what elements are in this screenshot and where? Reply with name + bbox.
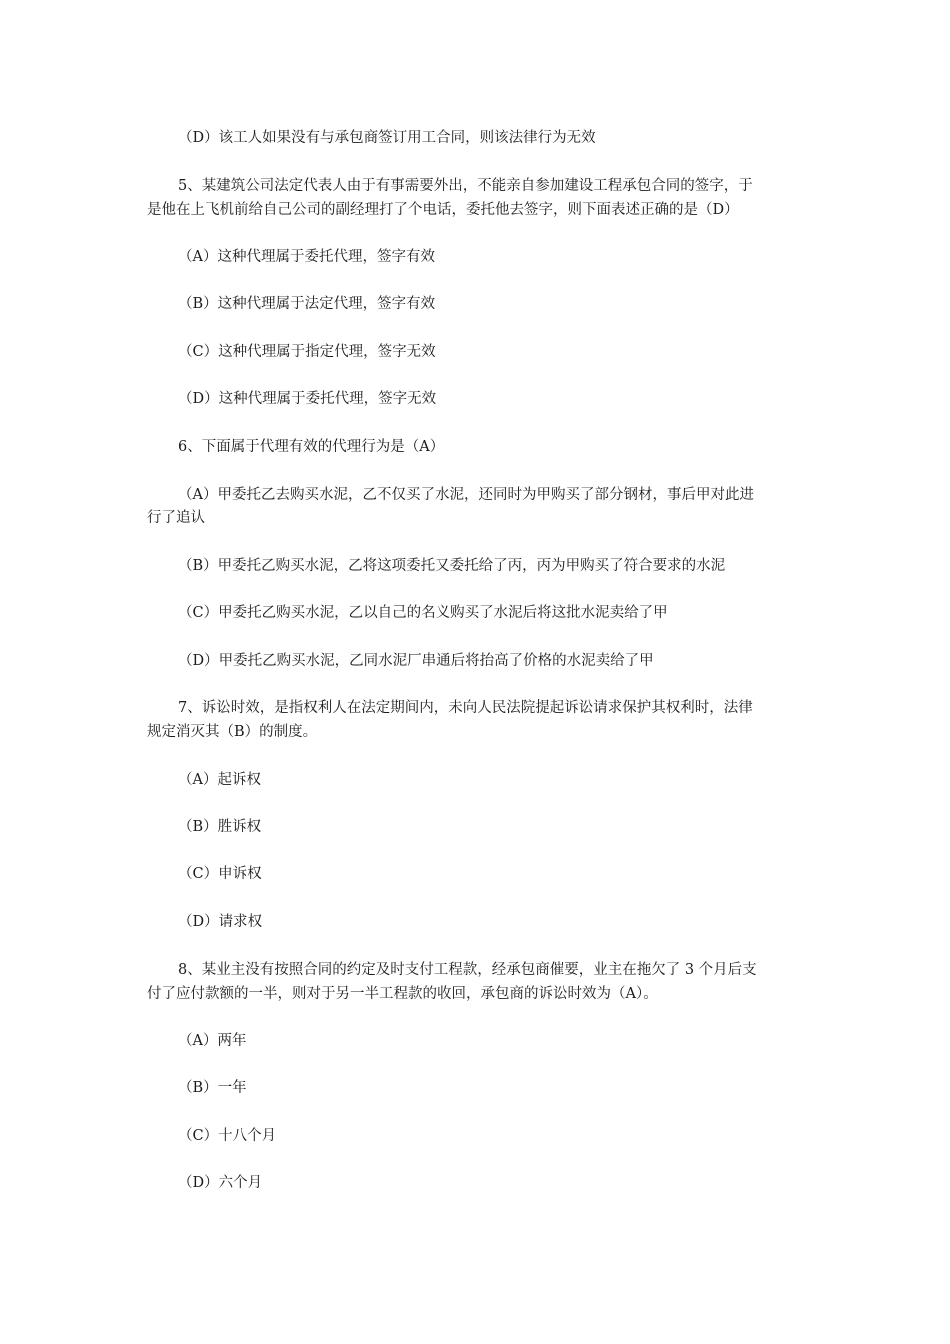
q4-option-d: （D）该工人如果没有与承包商签订用工合同，则该法律行为无效 (178, 130, 596, 146)
q6-option-a-line-1: （A）甲委托乙去购买水泥，乙不仅买了水泥，还同时为甲购买了部分钢材，事后甲对此进 (178, 487, 754, 503)
question-6: 6、下面属于代理有效的代理行为是（A） (178, 439, 445, 455)
q8-option-b: （B）一年 (178, 1080, 247, 1096)
q5-option-b: （B）这种代理属于法定代理，签字有效 (178, 296, 436, 312)
q6-option-c: （C）甲委托乙购买水泥，乙以自己的名义购买了水泥后将这批水泥卖给了甲 (178, 605, 668, 621)
q6-option-d: （D）甲委托乙购买水泥，乙同水泥厂串通后将抬高了价格的水泥卖给了甲 (178, 653, 654, 669)
q6-option-a-line-2: 行了追认 (147, 510, 205, 526)
question-8-line-2: 付了应付款额的一半，则对于另一半工程款的收回，承包商的诉讼时效为（A）。 (147, 986, 658, 1002)
q8-option-d: （D）六个月 (178, 1175, 263, 1191)
q8-option-a: （A）两年 (178, 1033, 247, 1049)
q5-option-a: （A）这种代理属于委托代理，签字有效 (178, 249, 435, 265)
question-7-line-2: 规定消灭其（B）的制度。 (147, 724, 318, 740)
q7-option-c: （C）申诉权 (178, 866, 262, 882)
q7-option-d: （D）请求权 (178, 914, 263, 930)
question-5-line-1: 5、某建筑公司法定代表人由于有事需要外出，不能亲自参加建设工程承包合同的签字，于 (178, 178, 753, 194)
q5-option-c: （C）这种代理属于指定代理，签字无效 (178, 344, 436, 360)
q5-option-d: （D）这种代理属于委托代理，签字无效 (178, 391, 437, 407)
q7-option-b: （B）胜诉权 (178, 819, 262, 835)
q7-option-a: （A）起诉权 (178, 772, 261, 788)
q6-option-b: （B）甲委托乙购买水泥，乙将这项委托又委托给了丙，丙为甲购买了符合要求的水泥 (178, 558, 726, 574)
question-7-line-1: 7、诉讼时效，是指权利人在法定期间内，未向人民法院提起诉讼请求保护其权利时，法律 (178, 700, 753, 716)
question-8-line-1: 8、某业主没有按照合同的约定及时支付工程款，经承包商催要，业主在拖欠了 3 个月后支 (178, 962, 757, 978)
question-5-line-2: 是他在上飞机前给自己公司的副经理打了个电话，委托他去签字，则下面表述正确的是（D） (147, 202, 739, 218)
q8-option-c: （C）十八个月 (178, 1128, 277, 1144)
